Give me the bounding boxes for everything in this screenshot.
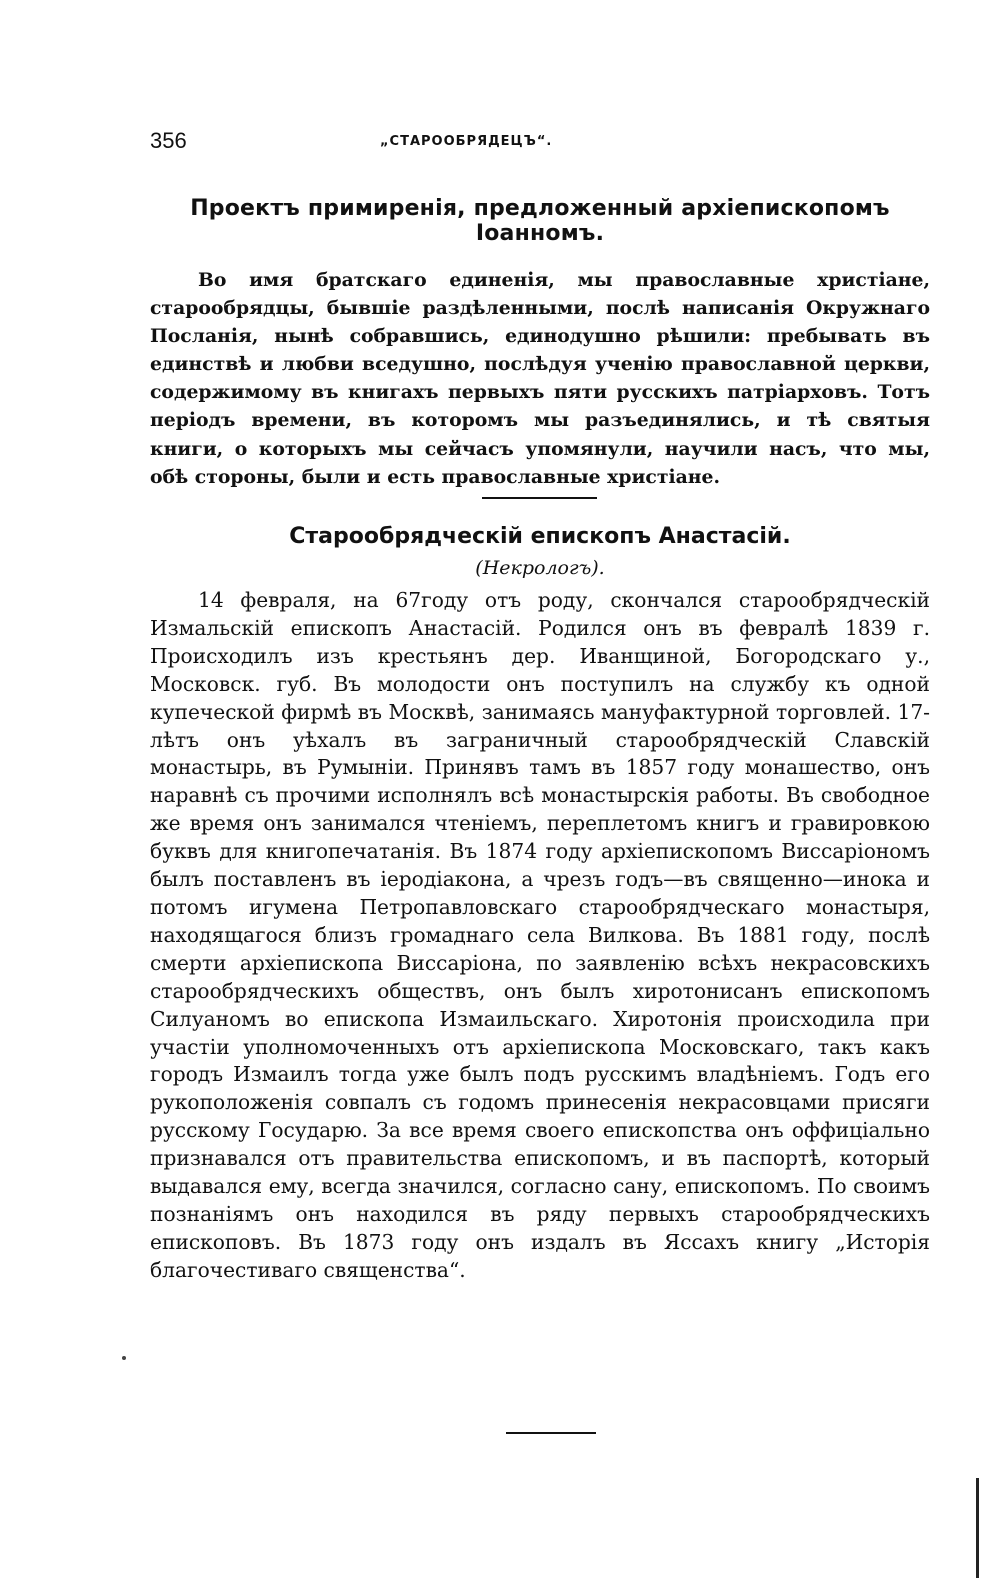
- running-title: „СТАРООБРЯДЕЦЪ“.: [380, 134, 553, 149]
- section-body: 14 февраля, на 67году отъ роду, скончался старообрядческій Измальскій епископъ Анастасій. Родился онъ въ февралѣ 1839 г. Происходилъ изъ крестьянъ дер. Иванщиной, Богородскаго у., Московск. губ. Въ молодости онъ поступилъ на службу къ одной купеческой фирмѣ въ Москвѣ, занимаясь мануфактурной торговлей. 17-лѣтъ онъ уѣхалъ въ заграничный старообрядческій Славскій монастырь, въ Румыніи. Принявъ тамъ въ 1857 году монашество, онъ наравнѣ съ прочими исполнялъ всѣ монастырскія работы. Въ свободное же время онъ занимался чтеніемъ, переплетомъ книгъ и гравировкою буквъ для книгопечатанія. Въ 1874 году архіепископомъ Виссаріономъ былъ поставленъ въ іеродіакона, а чрезъ годъ—въ священно—инока и потомъ игумена Петропавловскаго старообрядческаго монастыря, находящагося близъ громаднаго села Вилкова. Въ 1881 году, послѣ смерти архіепископа Виссаріона, по заявленію всѣхъ некрасовскихъ старообрядческихъ обществъ, онъ былъ хиротонисанъ епископомъ Силуаномъ во епископа Измаильскаго. Хиротонія происходила при участіи уполномоченныхъ отъ архіепископа Московскаго, такъ какъ городъ Измаилъ тогда уже былъ подъ русскимъ владѣніемъ. Годъ его рукоположенія совпалъ съ годомъ принесенія некрасовцами присяги русскому Государю. За все время своего епископства онъ оффиціально признавался отъ правительства епископомъ, и въ паспортѣ, который выдавался ему, всегда значился, согласно сану, епископомъ. По своимъ познаніямъ онъ находился въ ряду первыхъ старообрядческихъ епископовъ. Въ 1873 году онъ издалъ въ Яссахъ книгу „Исторія благочестиваго священства“.: [150, 588, 930, 1282]
- end-divider: [506, 1432, 596, 1434]
- section-title: Старообрядческій епископъ Анастасій.: [289, 524, 791, 549]
- section-body: Во имя братскаго единенія, мы православные христіане, старообрядцы, бывшіе раздѣленными, послѣ написанія Окружнаго Посланія, нынѣ собравшись, единодушно рѣшили: пребывать въ единствѣ и любви вседушно, послѣдуя ученію православной церкви, содержимому въ книгахъ первыхъ пяти русскихъ патріарховъ. Тотъ періодъ времени, въ которомъ мы разъединялись, и тѣ святыя книги, о которыхъ мы сейчасъ упомянули, научили насъ, что мы, обѣ стороны, были и есть православные христіане.: [150, 269, 930, 488]
- margin-dot: [122, 1356, 126, 1360]
- page-number: 356: [150, 128, 187, 153]
- section-divider: [482, 497, 597, 499]
- section-reconciliation-project: [150, 196, 930, 491]
- page-header: [150, 128, 830, 162]
- section-obituary: [150, 524, 930, 1285]
- page-edge-mark: [976, 1478, 979, 1578]
- section-subtitle: (Некрологъ).: [475, 557, 605, 579]
- section-title: Проектъ примиренія, предложенный архіепископомъ Іоанномъ.: [190, 196, 890, 246]
